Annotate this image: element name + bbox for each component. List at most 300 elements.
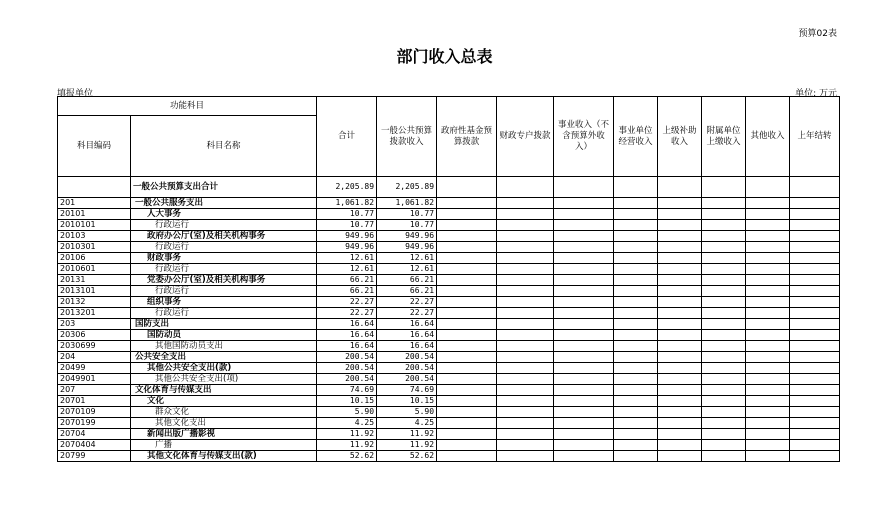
table-row bbox=[58, 451, 840, 462]
table-row bbox=[58, 286, 840, 297]
empty-cell bbox=[658, 308, 702, 319]
unit-label: 单位: 万元 bbox=[795, 89, 837, 99]
empty-cell bbox=[497, 429, 554, 440]
empty-cell bbox=[437, 363, 497, 374]
empty-cell bbox=[790, 440, 840, 451]
total-code-cell bbox=[58, 177, 131, 198]
empty-cell bbox=[437, 352, 497, 363]
total-amount-cell: 2,205.89 bbox=[317, 177, 377, 198]
name-cell: 国防支出 bbox=[131, 319, 317, 330]
total-cell: 66.21 bbox=[317, 275, 377, 286]
code-cell: 2010301 bbox=[58, 242, 131, 253]
total-cell: 66.21 bbox=[317, 286, 377, 297]
empty-cell bbox=[554, 275, 614, 286]
empty-cell bbox=[554, 231, 614, 242]
empty-cell bbox=[554, 407, 614, 418]
empty-cell bbox=[497, 440, 554, 451]
empty-cell bbox=[790, 451, 840, 462]
empty-cell bbox=[437, 264, 497, 275]
table-row bbox=[58, 363, 840, 374]
empty-cell bbox=[702, 341, 746, 352]
empty-cell bbox=[702, 275, 746, 286]
empty-cell bbox=[497, 198, 554, 209]
empty-cell bbox=[614, 429, 658, 440]
empty-cell bbox=[554, 220, 614, 231]
empty-cell bbox=[437, 286, 497, 297]
empty-cell bbox=[437, 440, 497, 451]
code-cell: 2049901 bbox=[58, 374, 131, 385]
empty-cell bbox=[702, 253, 746, 264]
empty-cell bbox=[497, 264, 554, 275]
empty-cell bbox=[554, 177, 614, 198]
total-cell: 11.92 bbox=[317, 440, 377, 451]
empty-cell bbox=[497, 275, 554, 286]
empty-cell bbox=[437, 220, 497, 231]
empty-cell bbox=[658, 374, 702, 385]
empty-cell bbox=[497, 451, 554, 462]
name-cell: 文化 bbox=[131, 396, 317, 407]
table-row bbox=[58, 418, 840, 429]
empty-cell bbox=[497, 297, 554, 308]
empty-cell bbox=[790, 297, 840, 308]
general-budget-cell: 200.54 bbox=[377, 352, 437, 363]
empty-cell bbox=[614, 297, 658, 308]
empty-cell bbox=[790, 341, 840, 352]
total-cell: 949.96 bbox=[317, 231, 377, 242]
empty-cell bbox=[554, 451, 614, 462]
header-code: 科目编码 bbox=[58, 116, 131, 177]
empty-cell bbox=[437, 407, 497, 418]
name-cell: 其他文化支出 bbox=[131, 418, 317, 429]
code-cell: 204 bbox=[58, 352, 131, 363]
general-budget-cell: 16.64 bbox=[377, 319, 437, 330]
name-cell: 文化体育与传媒支出 bbox=[131, 385, 317, 396]
table-row bbox=[58, 198, 840, 209]
code-cell: 20499 bbox=[58, 363, 131, 374]
empty-cell bbox=[437, 374, 497, 385]
empty-cell bbox=[746, 407, 790, 418]
empty-cell bbox=[658, 297, 702, 308]
table-row bbox=[58, 264, 840, 275]
empty-cell bbox=[702, 177, 746, 198]
code-cell: 2070109 bbox=[58, 407, 131, 418]
code-cell: 20131 bbox=[58, 275, 131, 286]
empty-cell bbox=[614, 308, 658, 319]
code-cell: 20101 bbox=[58, 209, 131, 220]
table-row bbox=[58, 253, 840, 264]
table-row bbox=[58, 308, 840, 319]
income-summary-table bbox=[57, 96, 840, 462]
table-header bbox=[58, 97, 840, 177]
total-cell: 10.77 bbox=[317, 220, 377, 231]
empty-cell bbox=[554, 319, 614, 330]
name-cell: 公共安全支出 bbox=[131, 352, 317, 363]
code-cell: 2070199 bbox=[58, 418, 131, 429]
empty-cell bbox=[614, 275, 658, 286]
empty-cell bbox=[790, 429, 840, 440]
code-cell: 20799 bbox=[58, 451, 131, 462]
total-cell: 11.92 bbox=[317, 429, 377, 440]
empty-cell bbox=[497, 209, 554, 220]
empty-cell bbox=[658, 264, 702, 275]
empty-cell bbox=[497, 253, 554, 264]
table-row bbox=[58, 341, 840, 352]
empty-cell bbox=[614, 440, 658, 451]
empty-cell bbox=[437, 275, 497, 286]
header-name: 科目名称 bbox=[131, 116, 317, 177]
empty-cell bbox=[554, 418, 614, 429]
empty-cell bbox=[614, 341, 658, 352]
empty-cell bbox=[614, 374, 658, 385]
empty-cell bbox=[437, 231, 497, 242]
empty-cell bbox=[658, 407, 702, 418]
header-affiliate: 附属单位上缴收入 bbox=[702, 97, 746, 177]
empty-cell bbox=[614, 352, 658, 363]
general-budget-cell: 1,061.82 bbox=[377, 198, 437, 209]
empty-cell bbox=[614, 198, 658, 209]
empty-cell bbox=[702, 308, 746, 319]
empty-cell bbox=[658, 198, 702, 209]
empty-cell bbox=[746, 451, 790, 462]
empty-cell bbox=[614, 396, 658, 407]
name-cell: 其他国防动员支出 bbox=[131, 341, 317, 352]
page-title: 部门收入总表 bbox=[396, 47, 493, 66]
empty-cell bbox=[790, 385, 840, 396]
empty-cell bbox=[497, 177, 554, 198]
empty-cell bbox=[614, 363, 658, 374]
general-budget-cell: 200.54 bbox=[377, 363, 437, 374]
empty-cell bbox=[437, 242, 497, 253]
empty-cell bbox=[554, 242, 614, 253]
empty-cell bbox=[702, 286, 746, 297]
empty-cell bbox=[746, 363, 790, 374]
empty-cell bbox=[658, 352, 702, 363]
code-cell: 2010101 bbox=[58, 220, 131, 231]
total-cell: 10.77 bbox=[317, 209, 377, 220]
general-budget-cell: 10.15 bbox=[377, 396, 437, 407]
code-cell: 20704 bbox=[58, 429, 131, 440]
empty-cell bbox=[497, 396, 554, 407]
empty-cell bbox=[702, 264, 746, 275]
empty-cell bbox=[554, 297, 614, 308]
empty-cell bbox=[746, 253, 790, 264]
general-budget-cell: 74.69 bbox=[377, 385, 437, 396]
code-cell: 2013101 bbox=[58, 286, 131, 297]
name-cell: 行政运行 bbox=[131, 242, 317, 253]
empty-cell bbox=[746, 297, 790, 308]
total-cell: 52.62 bbox=[317, 451, 377, 462]
empty-cell bbox=[702, 396, 746, 407]
empty-cell bbox=[790, 352, 840, 363]
total-cell: 16.64 bbox=[317, 341, 377, 352]
empty-cell bbox=[658, 220, 702, 231]
general-budget-cell: 949.96 bbox=[377, 242, 437, 253]
general-budget-cell: 5.90 bbox=[377, 407, 437, 418]
empty-cell bbox=[658, 319, 702, 330]
header-special-account: 财政专户拨款 bbox=[497, 97, 554, 177]
total-cell: 74.69 bbox=[317, 385, 377, 396]
total-cell: 200.54 bbox=[317, 363, 377, 374]
empty-cell bbox=[497, 341, 554, 352]
empty-cell bbox=[702, 374, 746, 385]
org-label: 填报单位 bbox=[57, 89, 94, 99]
empty-cell bbox=[437, 308, 497, 319]
general-budget-cell: 11.92 bbox=[377, 440, 437, 451]
code-cell: 20306 bbox=[58, 330, 131, 341]
table-row bbox=[58, 396, 840, 407]
empty-cell bbox=[614, 253, 658, 264]
empty-cell bbox=[790, 286, 840, 297]
empty-cell bbox=[437, 429, 497, 440]
empty-cell bbox=[437, 177, 497, 198]
empty-cell bbox=[702, 220, 746, 231]
name-cell: 财政事务 bbox=[131, 253, 317, 264]
empty-cell bbox=[746, 286, 790, 297]
empty-cell bbox=[497, 407, 554, 418]
header-subsidy: 上级补助收入 bbox=[658, 97, 702, 177]
empty-cell bbox=[746, 374, 790, 385]
table-row bbox=[58, 352, 840, 363]
total-cell: 200.54 bbox=[317, 352, 377, 363]
empty-cell bbox=[437, 319, 497, 330]
total-cell: 5.90 bbox=[317, 407, 377, 418]
name-cell: 其他公共安全支出(款) bbox=[131, 363, 317, 374]
code-cell: 2013201 bbox=[58, 308, 131, 319]
general-budget-cell: 16.64 bbox=[377, 341, 437, 352]
empty-cell bbox=[658, 363, 702, 374]
table-row bbox=[58, 429, 840, 440]
empty-cell bbox=[702, 407, 746, 418]
empty-cell bbox=[554, 429, 614, 440]
table-row bbox=[58, 440, 840, 451]
header-carryover: 上年结转 bbox=[790, 97, 840, 177]
empty-cell bbox=[746, 209, 790, 220]
name-cell: 群众文化 bbox=[131, 407, 317, 418]
empty-cell bbox=[658, 341, 702, 352]
empty-cell bbox=[437, 396, 497, 407]
general-budget-cell: 66.21 bbox=[377, 275, 437, 286]
empty-cell bbox=[614, 330, 658, 341]
empty-cell bbox=[554, 264, 614, 275]
empty-cell bbox=[554, 396, 614, 407]
total-cell: 12.61 bbox=[317, 253, 377, 264]
empty-cell bbox=[746, 231, 790, 242]
code-cell: 20132 bbox=[58, 297, 131, 308]
general-budget-cell: 10.77 bbox=[377, 220, 437, 231]
empty-cell bbox=[497, 242, 554, 253]
empty-cell bbox=[790, 319, 840, 330]
empty-cell bbox=[658, 385, 702, 396]
empty-cell bbox=[658, 231, 702, 242]
empty-cell bbox=[554, 198, 614, 209]
empty-cell bbox=[790, 177, 840, 198]
table-row bbox=[58, 374, 840, 385]
empty-cell bbox=[614, 286, 658, 297]
total-name-cell: 一般公共预算支出合计 bbox=[131, 177, 317, 198]
empty-cell bbox=[554, 363, 614, 374]
empty-cell bbox=[554, 286, 614, 297]
empty-cell bbox=[614, 264, 658, 275]
table-row bbox=[58, 242, 840, 253]
empty-cell bbox=[437, 451, 497, 462]
empty-cell bbox=[746, 198, 790, 209]
empty-cell bbox=[746, 177, 790, 198]
table-row bbox=[58, 220, 840, 231]
total-cell: 22.27 bbox=[317, 297, 377, 308]
name-cell: 行政运行 bbox=[131, 308, 317, 319]
empty-cell bbox=[497, 231, 554, 242]
empty-cell bbox=[614, 418, 658, 429]
name-cell: 其他公共安全支出(项) bbox=[131, 374, 317, 385]
total-general-cell: 2,205.89 bbox=[377, 177, 437, 198]
empty-cell bbox=[614, 451, 658, 462]
empty-cell bbox=[658, 242, 702, 253]
empty-cell bbox=[437, 418, 497, 429]
empty-cell bbox=[746, 341, 790, 352]
empty-cell bbox=[746, 220, 790, 231]
empty-cell bbox=[437, 330, 497, 341]
general-budget-cell: 16.64 bbox=[377, 330, 437, 341]
empty-cell bbox=[437, 297, 497, 308]
table-row bbox=[58, 330, 840, 341]
empty-cell bbox=[746, 352, 790, 363]
name-cell: 行政运行 bbox=[131, 264, 317, 275]
empty-cell bbox=[497, 286, 554, 297]
header-total: 合计 bbox=[317, 97, 377, 177]
name-cell: 广播 bbox=[131, 440, 317, 451]
empty-cell bbox=[746, 396, 790, 407]
empty-cell bbox=[658, 396, 702, 407]
header-general-budget: 一般公共预算拨款收入 bbox=[377, 97, 437, 177]
form-number: 预算02表 bbox=[798, 29, 837, 39]
header-gov-fund: 政府性基金预算拨款 bbox=[437, 97, 497, 177]
empty-cell bbox=[497, 352, 554, 363]
name-cell: 行政运行 bbox=[131, 220, 317, 231]
empty-cell bbox=[614, 231, 658, 242]
name-cell: 新闻出版广播影视 bbox=[131, 429, 317, 440]
empty-cell bbox=[497, 319, 554, 330]
empty-cell bbox=[790, 231, 840, 242]
empty-cell bbox=[497, 374, 554, 385]
total-cell: 1,061.82 bbox=[317, 198, 377, 209]
empty-cell bbox=[437, 209, 497, 220]
name-cell: 组织事务 bbox=[131, 297, 317, 308]
table-row bbox=[58, 297, 840, 308]
general-budget-cell: 12.61 bbox=[377, 253, 437, 264]
empty-cell bbox=[702, 352, 746, 363]
empty-cell bbox=[790, 407, 840, 418]
empty-cell bbox=[497, 308, 554, 319]
empty-cell bbox=[790, 374, 840, 385]
general-budget-cell: 949.96 bbox=[377, 231, 437, 242]
empty-cell bbox=[790, 220, 840, 231]
table-row bbox=[58, 385, 840, 396]
table-row bbox=[58, 209, 840, 220]
empty-cell bbox=[746, 418, 790, 429]
total-cell: 22.27 bbox=[317, 308, 377, 319]
name-cell: 国防动员 bbox=[131, 330, 317, 341]
code-cell: 2070404 bbox=[58, 440, 131, 451]
general-budget-cell: 200.54 bbox=[377, 374, 437, 385]
empty-cell bbox=[437, 253, 497, 264]
code-cell: 201 bbox=[58, 198, 131, 209]
empty-cell bbox=[497, 418, 554, 429]
general-budget-cell: 66.21 bbox=[377, 286, 437, 297]
name-cell: 党委办公厅(室)及相关机构事务 bbox=[131, 275, 317, 286]
name-cell: 政府办公厅(室)及相关机构事务 bbox=[131, 231, 317, 242]
empty-cell bbox=[554, 209, 614, 220]
empty-cell bbox=[746, 319, 790, 330]
code-cell: 207 bbox=[58, 385, 131, 396]
header-service-income: 事业收入（不含预算外收入） bbox=[554, 97, 614, 177]
code-cell: 2030699 bbox=[58, 341, 131, 352]
total-cell: 16.64 bbox=[317, 330, 377, 341]
empty-cell bbox=[554, 385, 614, 396]
code-cell: 20106 bbox=[58, 253, 131, 264]
total-cell: 4.25 bbox=[317, 418, 377, 429]
empty-cell bbox=[790, 396, 840, 407]
general-budget-cell: 22.27 bbox=[377, 297, 437, 308]
code-cell: 2010601 bbox=[58, 264, 131, 275]
empty-cell bbox=[658, 440, 702, 451]
empty-cell bbox=[702, 418, 746, 429]
empty-cell bbox=[702, 242, 746, 253]
empty-cell bbox=[702, 363, 746, 374]
header-other: 其他收入 bbox=[746, 97, 790, 177]
name-cell: 一般公共服务支出 bbox=[131, 198, 317, 209]
empty-cell bbox=[702, 231, 746, 242]
empty-cell bbox=[437, 341, 497, 352]
empty-cell bbox=[790, 330, 840, 341]
empty-cell bbox=[554, 330, 614, 341]
empty-cell bbox=[746, 429, 790, 440]
total-cell: 16.64 bbox=[317, 319, 377, 330]
empty-cell bbox=[554, 374, 614, 385]
table-row bbox=[58, 407, 840, 418]
total-row bbox=[58, 177, 840, 198]
empty-cell bbox=[658, 286, 702, 297]
general-budget-cell: 11.92 bbox=[377, 429, 437, 440]
empty-cell bbox=[746, 330, 790, 341]
general-budget-cell: 52.62 bbox=[377, 451, 437, 462]
general-budget-cell: 22.27 bbox=[377, 308, 437, 319]
empty-cell bbox=[790, 253, 840, 264]
empty-cell bbox=[554, 308, 614, 319]
code-cell: 203 bbox=[58, 319, 131, 330]
general-budget-cell: 4.25 bbox=[377, 418, 437, 429]
table-row bbox=[58, 275, 840, 286]
empty-cell bbox=[790, 209, 840, 220]
code-cell: 20103 bbox=[58, 231, 131, 242]
empty-cell bbox=[658, 177, 702, 198]
empty-cell bbox=[614, 385, 658, 396]
empty-cell bbox=[746, 440, 790, 451]
empty-cell bbox=[658, 429, 702, 440]
header-business-income: 事业单位经营收入 bbox=[614, 97, 658, 177]
empty-cell bbox=[746, 275, 790, 286]
empty-cell bbox=[658, 253, 702, 264]
empty-cell bbox=[702, 297, 746, 308]
empty-cell bbox=[554, 253, 614, 264]
empty-cell bbox=[702, 451, 746, 462]
empty-cell bbox=[790, 308, 840, 319]
empty-cell bbox=[614, 407, 658, 418]
empty-cell bbox=[790, 418, 840, 429]
total-cell: 200.54 bbox=[317, 374, 377, 385]
table-row bbox=[58, 231, 840, 242]
empty-cell bbox=[614, 242, 658, 253]
empty-cell bbox=[702, 198, 746, 209]
